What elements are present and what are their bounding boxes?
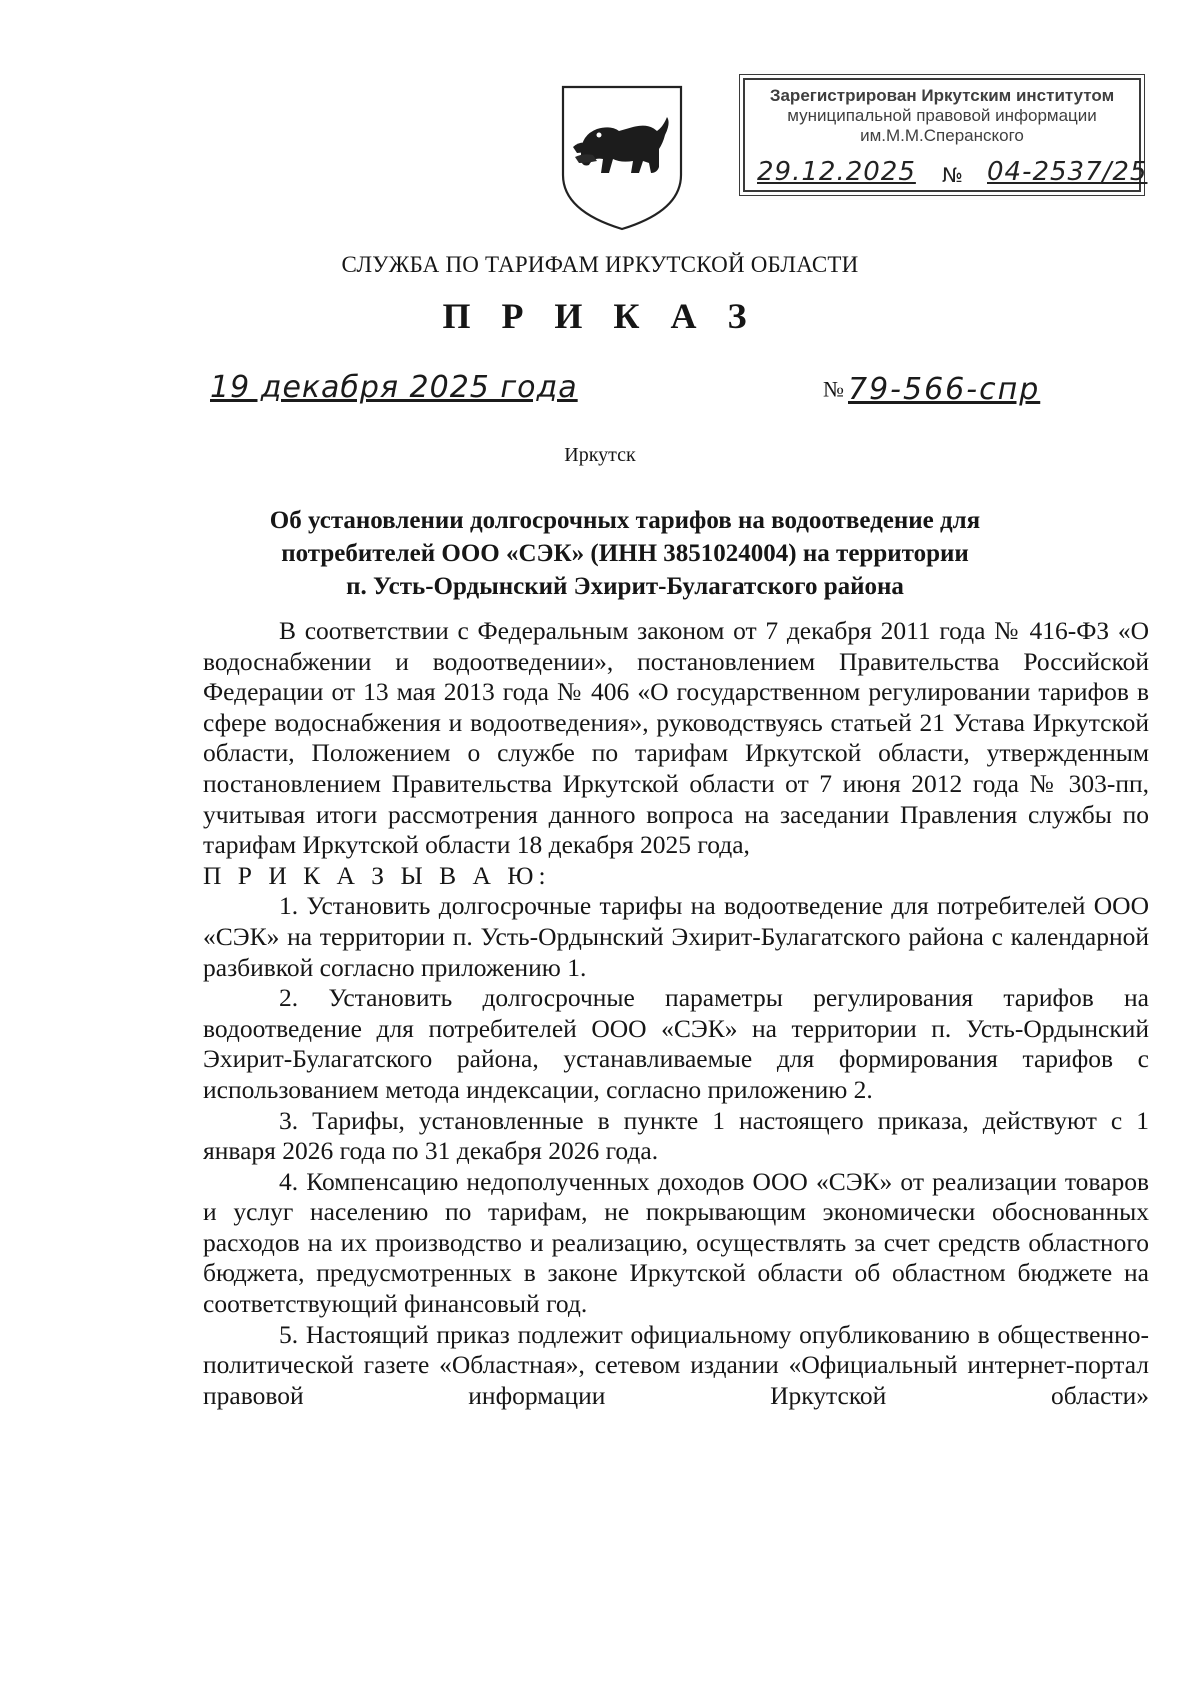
item-5-paragraph: 5. Настоящий приказ подлежит официальному опубликованию в общественно-политической газете «Областная», сетевом издании «Официальный интернет-портал правовой информации Иркутской области» — [203, 1319, 1149, 1410]
city-name: Иркутск — [564, 444, 636, 466]
stamp-handwritten-row — [757, 156, 1148, 188]
subject-line-3: п. Усть-Ордынский Эхирит-Булагатского района — [346, 573, 904, 600]
item-1-paragraph: 1. Установить долгосрочные тарифы на водоотведение для потребителей ООО «СЭК» на территории п. Усть-Ордынский Эхирит-Булагатского района с календарной разбивкой согласно приложению 1. — [203, 891, 1149, 982]
stamp-line-2: муниципальной правовой информации — [787, 106, 1097, 125]
agency-name: СЛУЖБА ПО ТАРИФАМ ИРКУТСКОЙ ОБЛАСТИ — [341, 252, 859, 277]
preamble-paragraph: В соответствии с Федеральным законом от 7 декабря 2011 года № 416-ФЗ «О водоснабжении и водоотведении», постановлением Правительства Российской Федерации от 13 мая 2013 года № 406 «О государственном регулировании тарифов в сфере водоснабжения и водоотведения», руководствуясь статьей 21 Устава Иркутской области, Положением о службе по тарифам Иркутской области, утвержденным постановлением Правительства Иркутской области от 7 июня 2012 года № 303-пп, учитывая итоги рассмотрения данного вопроса на заседании Правления службы по тарифам Иркутской области 18 декабря 2025 года, — [203, 616, 1149, 860]
coat-of-arms-emblem — [559, 83, 685, 233]
stamp-line-1: Зарегистрирован Иркутским институтом — [769, 86, 1115, 105]
order-number-handwritten: 79-566-спр — [848, 372, 1041, 407]
order-title: П Р И К А З — [442, 296, 758, 336]
item-3-paragraph: 3. Тарифы, установленные в пункте 1 настоящего приказа, действуют с 1 января 2026 года по 31 декабря 2026 года. — [203, 1105, 1149, 1166]
order-subject — [230, 504, 1020, 603]
item-2-paragraph: 2. Установить долгосрочные параметры регулирования тарифов на водоотведение для потребителей ООО «СЭК» на территории п. Усть-Ордынский Эхирит-Булагатского района, устанавливаемые для формирования тарифов с использованием метода индексации, согласно приложению 2. — [203, 983, 1149, 1104]
stamp-date: 29.12.2025 — [757, 157, 916, 187]
stamp-number-sign: № — [942, 163, 963, 187]
stamp-line-3: им.М.М.Сперанского — [860, 126, 1024, 145]
item-4-paragraph: 4. Компенсацию недополученных доходов ООО «СЭК» от реализации товаров и услуг населению по тарифам, не покрывающим экономически обоснованных расходов на их производство и реализацию, осуществлять за счет средств областного бюджета, предусмотренных в законе Иркутской области об областном бюджете на соответствующий финансовый год. — [203, 1166, 1149, 1319]
order-number — [823, 372, 1040, 407]
order-body — [203, 616, 1149, 1411]
subject-line-1: Об установлении долгосрочных тарифов на водоотведение для — [269, 507, 981, 534]
order-date-handwritten: 19 декабря 2025 года — [210, 370, 578, 405]
order-number-sign: № — [823, 376, 844, 402]
decree-word: П Р И К А З Ы В А Ю: — [203, 860, 551, 890]
stamp-number: 04-2537/25 — [987, 157, 1148, 187]
registration-stamp — [743, 78, 1148, 192]
subject-line-2: потребителей ООО «СЭК» (ИНН 3851024004) на территории — [281, 540, 969, 567]
